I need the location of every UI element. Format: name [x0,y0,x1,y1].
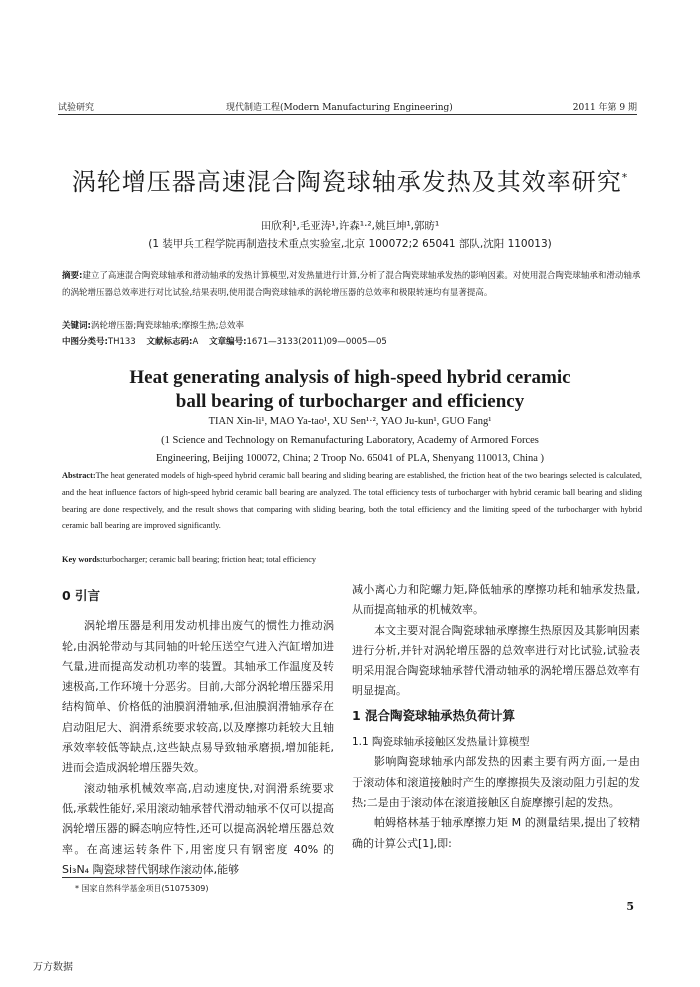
right-paragraph-1: 本文主要对混合陶瓷球轴承摩擦生热原因及其影响因素进行分析,并针对涡轮增压器的总效率进行对比试验,试验表明采用混合陶瓷球轴承替代滑动轴承的涡轮增压器总效率有明显提高。 [352,623,640,698]
affiliation-en-1: (1 Science and Technology on Remanufacturing Laboratory, Academy of Armored Forces [161,435,539,446]
art-value: 1671—3133(2011)09—0005—05 [246,337,387,347]
right-paragraph-0: 减小离心力和陀螺力矩,降低轴承的摩擦功耗和轴承发热量,从而提高轴承的机械效率。 [352,583,640,617]
section-0-heading: 0 引言 [62,588,101,603]
abstract-cn [62,268,642,301]
abstract-en [62,468,642,535]
authors-en: TIAN Xin-li¹, MAO Ya-tao¹, XU Sen¹·², YAO Ju-kun¹, GUO Fang¹ [208,416,492,427]
right-column [352,580,640,854]
authors-cn: 田欣利¹,毛亚涛¹,许森¹·²,姚巨坤¹,郭昉¹ [260,220,440,232]
right-paragraph-3: 帕姆格林基于轴承摩擦力矩 M 的测量结果,提出了较精确的计算公式[1],即: [352,816,640,850]
watermark: 万方数据 [33,962,73,973]
cls-value: TH133 [107,337,136,347]
left-paragraph-2: 滚动轴承机械效率高,启动速度快,对润滑系统要求低,承载性能好,采用滚动轴承替代滑动轴承不仅可以提高涡轮增压器的瞬态响应特性,还可以提高涡轮增压器总效率。在高速运转条件下,用密度只有钢密度 40% 的 Si₃N₄ 陶瓷球替代钢球作滚动体,能够 [62,781,334,876]
keywords-en-label: Key words: [62,555,103,564]
subsection-1-1-heading: 1.1 陶瓷球轴承接触区发热量计算模型 [352,736,530,749]
classification-line [62,334,642,351]
keywords-en [62,552,642,569]
title-en-line-1: Heat generating analysis of high-speed hybrid ceramic [129,367,571,388]
section-1-heading: 1 混合陶瓷球轴承热负荷计算 [352,707,516,723]
left-column [62,584,334,880]
header-right: 2011 年第 9 期 [572,103,637,113]
title-en [0,366,700,414]
title-cn-mark: * [621,171,629,184]
abstract-en-label: Abstract: [62,471,96,480]
affiliation-en-2: Engineering, Beijing 100072, China; 2 Troop No. 65041 of PLA, Shenyang 110013, China ) [155,453,545,464]
header-left: 试验研究 [58,103,95,113]
running-header [58,96,637,115]
keywords-cn [62,318,642,335]
abstract-en-text: The heat generated models of high-speed hybrid ceramic ball bearing and sliding bearing are established, the friction heat of the two bearings selected is calculated, and the heat influence factors of high-speed hybrid ceramic ball bearing are analyzed. The total efficiency tests of turbocharger with hybrid ceramic ball bearing and sliding bearing are done respectively, and the result shows that comparing with sliding bearing, both the total efficiency and the limiting speed of the turbocharger with hybrid ceramic ball bearing are improved significantly. [62,471,642,531]
abstract-cn-label: 摘要: [62,271,83,281]
art-label: 文章编号: [209,337,247,347]
keywords-cn-text: 涡轮增压器;陶瓷球轴承;摩擦生热;总效率 [90,321,244,331]
left-paragraph-1: 涡轮增压器是利用发动机排出废气的惯性力推动涡轮,由涡轮带动与其同轴的叶轮压送空气进入汽缸增加进气量,进而提高发动机功率的装置。其轴承工作温度及转速极高,工作环境十分恶劣。目前,大部分涡轮增压器采用结构简单、价格低的油膜润滑轴承,但油膜润滑轴承存在启动阻尼大、润滑系统要求较高,以及摩擦功耗较大且轴承效率较低等缺点,这些缺点易导致轴承磨损,增加能耗,进而会造成涡轮增压器失效。 [62,619,334,775]
keywords-en-text: turbocharger; ceramic ball bearing; friction heat; total efficiency [102,555,317,564]
footnote-divider [62,877,202,878]
cls-label: 中图分类号: [62,337,108,347]
right-paragraph-2: 影响陶瓷球轴承内部发热的因素主要有两方面,一是由于滚动体和滚道接触时产生的摩擦损失及滚动阻力引起的发热;二是由于滚动体在滚道接触区自旋摩擦引起的发热。 [352,755,640,809]
doc-label: 文献标志码: [146,337,193,347]
affiliation-cn: (1 装甲兵工程学院再制造技术重点实验室,北京 100072;2 65041 部队,沈阳 110013) [148,238,552,250]
title-cn-text: 涡轮增压器高速混合陶瓷球轴承发热及其效率研究 [71,168,622,196]
title-en-line-2: ball bearing of turbocharger and efficiency [175,391,525,412]
footnote: * 国家自然科学基金项目(51075309) [75,884,209,893]
header-center: 现代制造工程(Modern Manufacturing Engineering) [226,103,453,113]
page-number: 5 [626,900,634,913]
doc-value: A [192,337,199,347]
keywords-cn-label: 关键词: [62,321,91,331]
title-cn [0,162,700,197]
abstract-cn-text: 建立了高速混合陶瓷球轴承和滑动轴承的发热计算模型,对发热量进行计算,分析了混合陶瓷球轴承发热的影响因素。对使用混合陶瓷球轴承和滑动轴承的涡轮增压器总效率进行对比试验,结果表明,使用混合陶瓷球轴承的涡轮增压器的总效率和极限转速均有显著提高。 [62,271,641,298]
